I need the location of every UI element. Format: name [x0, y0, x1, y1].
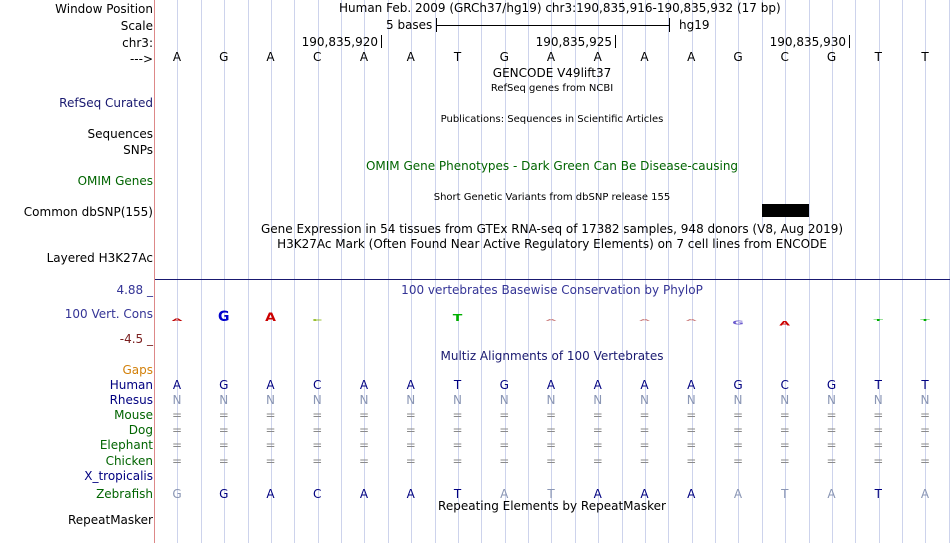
alignment-base: =	[639, 438, 650, 452]
track-divider	[155, 279, 950, 280]
alignment-base: G	[172, 487, 182, 501]
species-label[interactable]: Mouse	[114, 408, 153, 422]
layered-h3k27ac-label[interactable]: Layered H3K27Ac	[46, 251, 153, 265]
alignment-base: =	[358, 438, 370, 452]
alignment-base: =	[919, 423, 931, 437]
alignment-base: N	[733, 393, 743, 407]
species-label[interactable]: Rhesus	[109, 393, 153, 407]
phylop-base-glyph: T	[452, 312, 463, 324]
alignment-base: C	[313, 378, 322, 392]
sequence-base: A	[266, 50, 275, 64]
sequence-base: G	[499, 50, 509, 64]
phylop-base-glyph: C	[312, 318, 323, 322]
vert-cons-label[interactable]: 100 Vert. Cons	[64, 307, 153, 321]
alignment-base: =	[312, 423, 323, 437]
window-position-label: Window Position	[55, 2, 153, 16]
snp-feature[interactable]	[762, 204, 809, 217]
repeatmasker-label[interactable]: RepeatMasker	[67, 513, 153, 527]
phylop-base-glyph: A	[639, 318, 650, 322]
alignment-base: =	[826, 454, 837, 468]
alignment-base: N	[312, 393, 322, 407]
alignment-base: =	[452, 423, 463, 437]
alignment-base: A	[266, 378, 275, 392]
label-separator	[154, 0, 155, 543]
h3k27ac-track-title[interactable]: H3K27Ac Mark (Often Found Near Active Regulatory Elements) on 7 cell lines from ENCODE	[277, 237, 827, 251]
alignment-base: =	[358, 423, 370, 437]
sequences-label[interactable]: Sequences	[87, 127, 153, 141]
refseq-track-title[interactable]: RefSeq genes from NCBI	[490, 83, 614, 94]
alignment-base: =	[452, 454, 463, 468]
grid-line	[622, 0, 623, 543]
phylop-base-glyph: T	[920, 318, 930, 322]
common-dbsnp-label[interactable]: Common dbSNP(155)	[23, 205, 153, 219]
grid-line	[435, 0, 436, 543]
alignment-base: =	[171, 408, 183, 422]
alignment-base: =	[405, 438, 416, 452]
alignment-base: =	[405, 423, 416, 437]
alignment-base: =	[545, 438, 557, 452]
alignment-base: =	[499, 423, 510, 437]
alignment-base: =	[732, 454, 744, 468]
dbsnp-track-title[interactable]: Short Genetic Variants from dbSNP release 155	[433, 192, 671, 203]
alignment-base: N	[593, 393, 603, 407]
alignment-base: A	[640, 378, 649, 392]
alignment-base: N	[406, 393, 416, 407]
alignment-base: T	[874, 378, 882, 392]
alignment-base: G	[733, 378, 743, 392]
alignment-base: A	[359, 378, 369, 392]
alignment-base: =	[592, 408, 603, 422]
alignment-base: A	[500, 487, 509, 501]
alignment-base: A	[687, 487, 696, 501]
repeatmasker-track-title[interactable]: Repeating Elements by RepeatMasker	[438, 499, 666, 513]
alignment-base: N	[499, 393, 509, 407]
gtex-track-title[interactable]: Gene Expression in 54 tissues from GTEx RNA-seq of 17382 samples, 948 donors (V8, Aug 2019)	[260, 222, 844, 236]
alignment-base: =	[639, 408, 650, 422]
alignment-base: =	[171, 454, 183, 468]
sequence-base: A	[406, 50, 415, 64]
species-label[interactable]: Elephant	[99, 438, 153, 452]
alignment-base: N	[920, 393, 930, 407]
alignment-base: =	[171, 438, 183, 452]
alignment-base: N	[827, 393, 836, 407]
alignment-base: N	[453, 393, 462, 407]
phylop-min-label: -4.5 _	[119, 332, 153, 346]
species-label[interactable]: Dog	[128, 423, 153, 437]
alignment-base: N	[359, 393, 369, 407]
phylop-base-glyph: A	[171, 318, 183, 322]
sequence-base: A	[359, 50, 369, 64]
alignment-base: =	[171, 423, 183, 437]
species-label[interactable]: X_tropicalis	[84, 469, 153, 483]
coordinate-tick	[615, 35, 616, 48]
alignment-base: =	[873, 423, 884, 437]
strand-arrow-label[interactable]: --->	[129, 52, 153, 66]
alignment-base: T	[781, 487, 789, 501]
refseq-curated-label[interactable]: RefSeq Curated	[59, 96, 153, 110]
scale-bar	[436, 25, 669, 26]
alignment-base: =	[639, 423, 650, 437]
chromosome-label: chr3:	[122, 36, 153, 50]
alignment-base: G	[826, 378, 837, 392]
alignment-base: =	[218, 438, 229, 452]
alignment-base: =	[452, 408, 463, 422]
alignment-base: =	[312, 408, 323, 422]
alignment-base: A	[266, 487, 275, 501]
alignment-base: N	[780, 393, 790, 407]
sequence-base: A	[640, 50, 649, 64]
sequence-base: A	[172, 50, 182, 64]
coordinate-tick	[849, 35, 850, 48]
alignment-base: A	[827, 487, 836, 501]
species-label[interactable]: Chicken	[105, 454, 153, 468]
multiz-track-title[interactable]: Multiz Alignments of 100 Vertebrates	[440, 349, 664, 363]
alignment-base: N	[873, 393, 883, 407]
alignment-base: =	[499, 408, 510, 422]
alignment-base: =	[545, 454, 557, 468]
alignment-base: A	[406, 378, 415, 392]
alignment-base: =	[779, 438, 790, 452]
alignment-base: =	[779, 423, 790, 437]
coordinate-label: 190,835,920	[301, 35, 378, 49]
alignment-base: =	[919, 438, 931, 452]
alignment-base: =	[265, 408, 276, 422]
alignment-base: G	[219, 378, 229, 392]
gaps-label[interactable]: Gaps	[122, 363, 153, 377]
snps-label[interactable]: SNPs	[123, 143, 153, 157]
alignment-base: =	[358, 408, 370, 422]
omim-genes-label[interactable]: OMIM Genes	[77, 174, 153, 188]
alignment-base: C	[313, 487, 322, 501]
alignment-base: N	[546, 393, 556, 407]
sequence-base: C	[780, 50, 789, 64]
alignment-base: =	[592, 423, 603, 437]
alignment-base: =	[686, 454, 697, 468]
alignment-base: =	[686, 423, 697, 437]
alignment-base: A	[640, 487, 649, 501]
alignment-base: N	[219, 393, 229, 407]
alignment-base: =	[919, 454, 931, 468]
grid-line	[762, 0, 763, 543]
phylop-base-glyph: A	[685, 318, 697, 322]
scale-text: 5 bases	[386, 18, 433, 32]
grid-line	[201, 0, 202, 543]
scale-bar-right-tick	[669, 18, 670, 32]
grid-line	[809, 0, 810, 543]
alignment-base: A	[593, 378, 602, 392]
sequence-base: A	[687, 50, 696, 64]
alignment-base: A	[172, 378, 182, 392]
species-label[interactable]: Zebrafish	[96, 487, 153, 501]
sequence-base: G	[733, 50, 743, 64]
coordinate-label: 190,835,925	[535, 35, 612, 49]
alignment-base: =	[592, 438, 603, 452]
alignment-base: =	[873, 454, 884, 468]
omim-track-title[interactable]: OMIM Gene Phenotypes - Dark Green Can Be Disease-causing	[365, 159, 739, 173]
alignment-base: A	[593, 487, 602, 501]
grid-line	[902, 0, 903, 543]
alignment-base: =	[686, 438, 697, 452]
alignment-base: =	[826, 408, 837, 422]
alignment-base: =	[686, 408, 697, 422]
phylop-base-glyph: A	[265, 311, 276, 325]
species-label[interactable]: Human	[109, 378, 153, 392]
grid-line	[855, 0, 856, 543]
alignment-base: =	[826, 438, 837, 452]
alignment-base: =	[358, 454, 370, 468]
coordinate-tick	[381, 35, 382, 48]
alignment-base: =	[499, 438, 510, 452]
alignment-base: =	[545, 423, 557, 437]
phylop-base-glyph: A	[779, 319, 791, 328]
alignment-base: G	[499, 378, 509, 392]
alignment-base: =	[452, 438, 463, 452]
phylop-max-label: 4.88 _	[116, 283, 153, 297]
alignment-base: =	[779, 408, 790, 422]
alignment-base: =	[312, 438, 323, 452]
alignment-base: C	[780, 378, 789, 392]
alignment-base: =	[873, 408, 884, 422]
alignment-base: T	[453, 378, 462, 392]
gencode-track-title[interactable]: GENCODE V49lift37	[492, 66, 612, 80]
grid-line	[668, 0, 669, 543]
alignment-base: A	[359, 487, 369, 501]
alignment-base: T	[547, 487, 555, 501]
alignment-base: =	[218, 423, 229, 437]
grid-line	[341, 0, 342, 543]
alignment-base: =	[732, 423, 744, 437]
sequence-base: G	[219, 50, 229, 64]
alignment-base: N	[266, 393, 275, 407]
phylop-base-glyph: G	[732, 320, 744, 327]
phylop-track-title[interactable]: 100 vertebrates Basewise Conservation by PhyloP	[401, 283, 703, 297]
sequence-base: G	[826, 50, 837, 64]
database-label: hg19	[679, 18, 710, 32]
alignment-base: T	[874, 487, 882, 501]
alignment-base: =	[499, 454, 510, 468]
alignment-base: =	[265, 423, 276, 437]
sequence-base: T	[874, 50, 882, 64]
alignment-base: =	[826, 423, 837, 437]
alignment-base: =	[265, 438, 276, 452]
alignment-base: =	[265, 454, 276, 468]
phylop-base-glyph: A	[545, 318, 557, 322]
grid-line	[248, 0, 249, 543]
alignment-base: =	[592, 454, 603, 468]
publications-track-title[interactable]: Publications: Sequences in Scientific Articles	[440, 114, 664, 125]
alignment-base: A	[687, 378, 696, 392]
sequence-base: A	[546, 50, 556, 64]
alignment-base: =	[919, 408, 931, 422]
scale-bar-left-tick	[436, 18, 437, 32]
alignment-base: =	[732, 438, 744, 452]
sequence-base: T	[921, 50, 929, 64]
alignment-base: =	[312, 454, 323, 468]
alignment-base: A	[546, 378, 556, 392]
alignment-base: N	[172, 393, 182, 407]
alignment-base: A	[406, 487, 415, 501]
alignment-base: =	[779, 454, 790, 468]
alignment-base: =	[639, 454, 650, 468]
alignment-base: N	[686, 393, 696, 407]
grid-line	[388, 0, 389, 543]
alignment-base: G	[219, 487, 229, 501]
alignment-base: =	[405, 454, 416, 468]
sequence-base: C	[313, 50, 322, 64]
alignment-base: A	[920, 487, 930, 501]
alignment-base: N	[640, 393, 649, 407]
alignment-base: T	[453, 487, 462, 501]
grid-line	[294, 0, 295, 543]
coordinate-label: 190,835,930	[769, 35, 846, 49]
alignment-base: =	[218, 408, 229, 422]
phylop-base-glyph: T	[873, 318, 884, 322]
alignment-base: A	[733, 487, 743, 501]
sequence-base: T	[453, 50, 462, 64]
alignment-base: =	[873, 438, 884, 452]
alignment-base: =	[545, 408, 557, 422]
grid-line	[715, 0, 716, 543]
alignment-base: =	[732, 408, 744, 422]
scale-label: Scale	[120, 19, 153, 33]
sequence-base: A	[593, 50, 602, 64]
grid-line	[481, 0, 482, 543]
assembly-position: Human Feb. 2009 (GRCh37/hg19) chr3:190,835,916-190,835,932 (17 bp)	[339, 1, 781, 15]
phylop-base-glyph: G	[218, 309, 230, 325]
alignment-base: =	[218, 454, 229, 468]
alignment-base: T	[921, 378, 929, 392]
alignment-base: =	[405, 408, 416, 422]
